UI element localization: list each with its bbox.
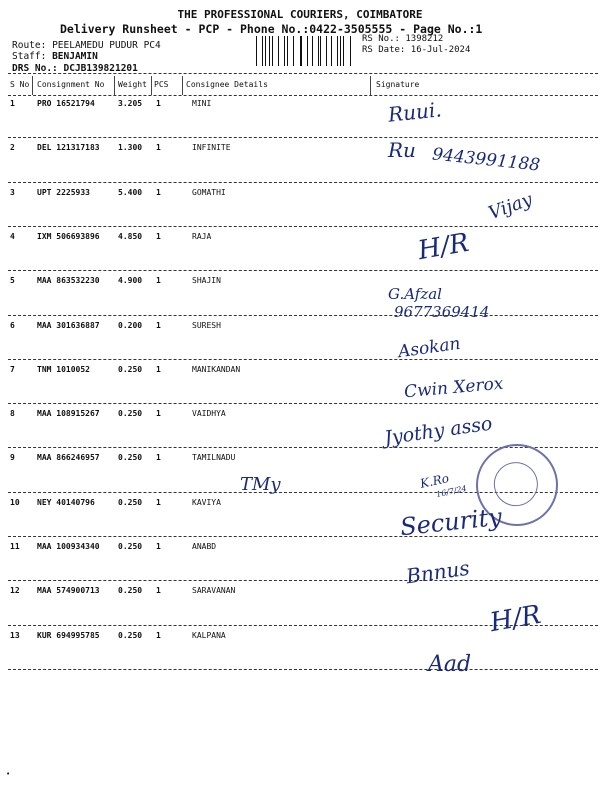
col-header-weight: Weight xyxy=(118,80,147,89)
row-divider xyxy=(8,270,598,271)
column-divider xyxy=(182,76,183,95)
column-divider xyxy=(151,76,152,95)
header-divider-bottom xyxy=(8,95,598,96)
signature-row-2: Ru xyxy=(388,138,416,162)
cell-sno: 3 xyxy=(10,188,15,197)
cell-pcs: 1 xyxy=(156,586,161,595)
cell-sno: 7 xyxy=(10,365,15,374)
signature-row-9-consignee: TMy xyxy=(240,474,281,495)
cell-weight: 0.250 xyxy=(118,542,143,551)
cell-consignment: IXM 506693896 xyxy=(37,232,100,241)
cell-consignee: ANABD xyxy=(192,542,217,551)
signature-row-9-date: 16/7/24 xyxy=(435,483,468,500)
cell-consignment: DEL 121317183 xyxy=(37,143,100,152)
cell-weight: 4.900 xyxy=(118,276,143,285)
row-divider xyxy=(8,580,598,581)
cell-consignment: MAA 863532230 xyxy=(37,276,100,285)
signature-row-8: Jyothy asso xyxy=(382,412,494,450)
staff-label: Staff: xyxy=(12,51,47,62)
cell-sno: 10 xyxy=(10,498,20,507)
rs-no-label: RS No.: xyxy=(362,34,400,44)
signature-row-7: Cwin Xerox xyxy=(403,373,505,403)
row-divider xyxy=(8,315,598,316)
cell-weight: 1.300 xyxy=(118,143,143,152)
rs-date-label: RS Date: xyxy=(362,45,406,55)
rs-date-value: 16-Jul-2024 xyxy=(410,45,471,55)
cell-pcs: 1 xyxy=(156,365,161,374)
row-divider xyxy=(8,403,598,404)
col-header-sno: S No xyxy=(10,80,30,89)
row-divider xyxy=(8,226,598,227)
cell-consignment: MAA 574900713 xyxy=(37,586,100,595)
cell-consignee: VAIDHYA xyxy=(192,409,226,418)
cell-sno: 11 xyxy=(10,542,20,551)
signature-row-3: Vijay xyxy=(485,188,536,225)
signature-row-5: G.Afzal xyxy=(388,285,442,303)
cell-consignee: INFINITE xyxy=(192,143,231,152)
cell-consignment: UPT 2225933 xyxy=(37,188,90,197)
drs-label: DRS No.: xyxy=(12,63,58,74)
barcode xyxy=(256,36,356,66)
column-divider xyxy=(114,76,115,95)
signature-row-10: Security xyxy=(398,502,504,542)
col-header-consignee: Consignee Details xyxy=(186,80,268,89)
cell-consignee: GOMATHI xyxy=(192,188,226,197)
rs-no-value: 1398212 xyxy=(405,34,444,44)
cell-weight: 4.850 xyxy=(118,232,143,241)
cell-weight: 0.250 xyxy=(118,631,143,640)
cell-sno: 6 xyxy=(10,321,15,330)
signature-row-4: H/R xyxy=(415,227,472,267)
runsheet-title: Delivery Runsheet - PCP - Phone No.:0422-3505555 - Page No.:1 xyxy=(60,22,483,36)
cell-sno: 13 xyxy=(10,631,20,640)
cell-pcs: 1 xyxy=(156,276,161,285)
row-divider xyxy=(8,536,598,537)
col-header-pcs: PCS xyxy=(154,80,169,89)
cell-consignee: MANIKANDAN xyxy=(192,365,241,374)
cell-weight: 0.200 xyxy=(118,321,143,330)
cell-consignee: MINI xyxy=(192,99,212,108)
cell-sno: 5 xyxy=(10,276,15,285)
cell-consignment: MAA 100934340 xyxy=(37,542,100,551)
row-divider xyxy=(8,359,598,360)
corner-mark: • xyxy=(6,770,11,778)
cell-consignment: PRO 16521794 xyxy=(37,99,95,108)
cell-consignee: RAJA xyxy=(192,232,212,241)
cell-consignee: KALPANA xyxy=(192,631,226,640)
cell-sno: 8 xyxy=(10,409,15,418)
rs-no xyxy=(362,34,443,44)
signature-row-11: Bnnus xyxy=(404,555,471,589)
cell-pcs: 1 xyxy=(156,498,161,507)
cell-sno: 4 xyxy=(10,232,15,241)
cell-pcs: 1 xyxy=(156,188,161,197)
cell-weight: 0.250 xyxy=(118,586,143,595)
cell-pcs: 1 xyxy=(156,542,161,551)
cell-weight: 0.250 xyxy=(118,365,143,374)
row-divider xyxy=(8,669,598,670)
cell-pcs: 1 xyxy=(156,143,161,152)
cell-sno: 9 xyxy=(10,453,15,462)
signature-row-2-phone: 9443991188 xyxy=(431,144,541,176)
cell-consignee: SARAVANAN xyxy=(192,586,236,595)
cell-weight: 3.205 xyxy=(118,99,143,108)
cell-pcs: 1 xyxy=(156,321,161,330)
rs-date xyxy=(362,45,470,55)
cell-consignment: MAA 866246957 xyxy=(37,453,100,462)
cell-pcs: 1 xyxy=(156,409,161,418)
drs-value: DCJB139821201 xyxy=(63,63,138,74)
cell-weight: 0.250 xyxy=(118,453,143,462)
cell-consignment: MAA 301636887 xyxy=(37,321,100,330)
column-divider xyxy=(370,76,371,95)
cell-weight: 0.250 xyxy=(118,498,143,507)
stamp-inner-ring xyxy=(491,459,541,509)
cell-consignment: MAA 108915267 xyxy=(37,409,100,418)
cell-sno: 1 xyxy=(10,99,15,108)
cell-pcs: 1 xyxy=(156,453,161,462)
cell-sno: 12 xyxy=(10,586,20,595)
cell-sno: 2 xyxy=(10,143,15,152)
cell-pcs: 1 xyxy=(156,99,161,108)
staff-info xyxy=(12,51,98,62)
cell-consignee: SHAJIN xyxy=(192,276,221,285)
col-header-consignment: Consignment No xyxy=(37,80,105,89)
signature-row-5-phone: 9677369414 xyxy=(394,303,490,321)
signature-row-13: Aad xyxy=(428,652,472,677)
cell-consignee: SURESH xyxy=(192,321,221,330)
cell-weight: 5.400 xyxy=(118,188,143,197)
route-info xyxy=(12,40,161,51)
cell-consignment: TNM 1010052 xyxy=(37,365,90,374)
header-divider-top xyxy=(8,73,598,74)
cell-consignment: KUR 694995785 xyxy=(37,631,100,640)
signature-row-12: H/R xyxy=(487,599,544,639)
signature-row-6: Asokan xyxy=(396,333,462,363)
cell-consignee: KAVIYA xyxy=(192,498,221,507)
signature-row-9: K.Ro xyxy=(418,471,451,491)
col-header-signature: Signature xyxy=(376,80,420,89)
company-name: THE PROFESSIONAL COURIERS, COIMBATORE xyxy=(177,8,423,21)
cell-pcs: 1 xyxy=(156,232,161,241)
route-label: Route: xyxy=(12,40,47,51)
row-divider xyxy=(8,182,598,183)
cell-consignee: TAMILNADU xyxy=(192,453,236,462)
cell-weight: 0.250 xyxy=(118,409,143,418)
column-divider xyxy=(32,76,33,95)
cell-pcs: 1 xyxy=(156,631,161,640)
signature-row-1: Ruui. xyxy=(386,97,443,127)
cell-consignment: NEY 40140796 xyxy=(37,498,95,507)
row-divider xyxy=(8,137,598,138)
staff-value: BENJAMIN xyxy=(52,51,98,62)
route-value: PEELAMEDU PUDUR PC4 xyxy=(52,40,161,51)
